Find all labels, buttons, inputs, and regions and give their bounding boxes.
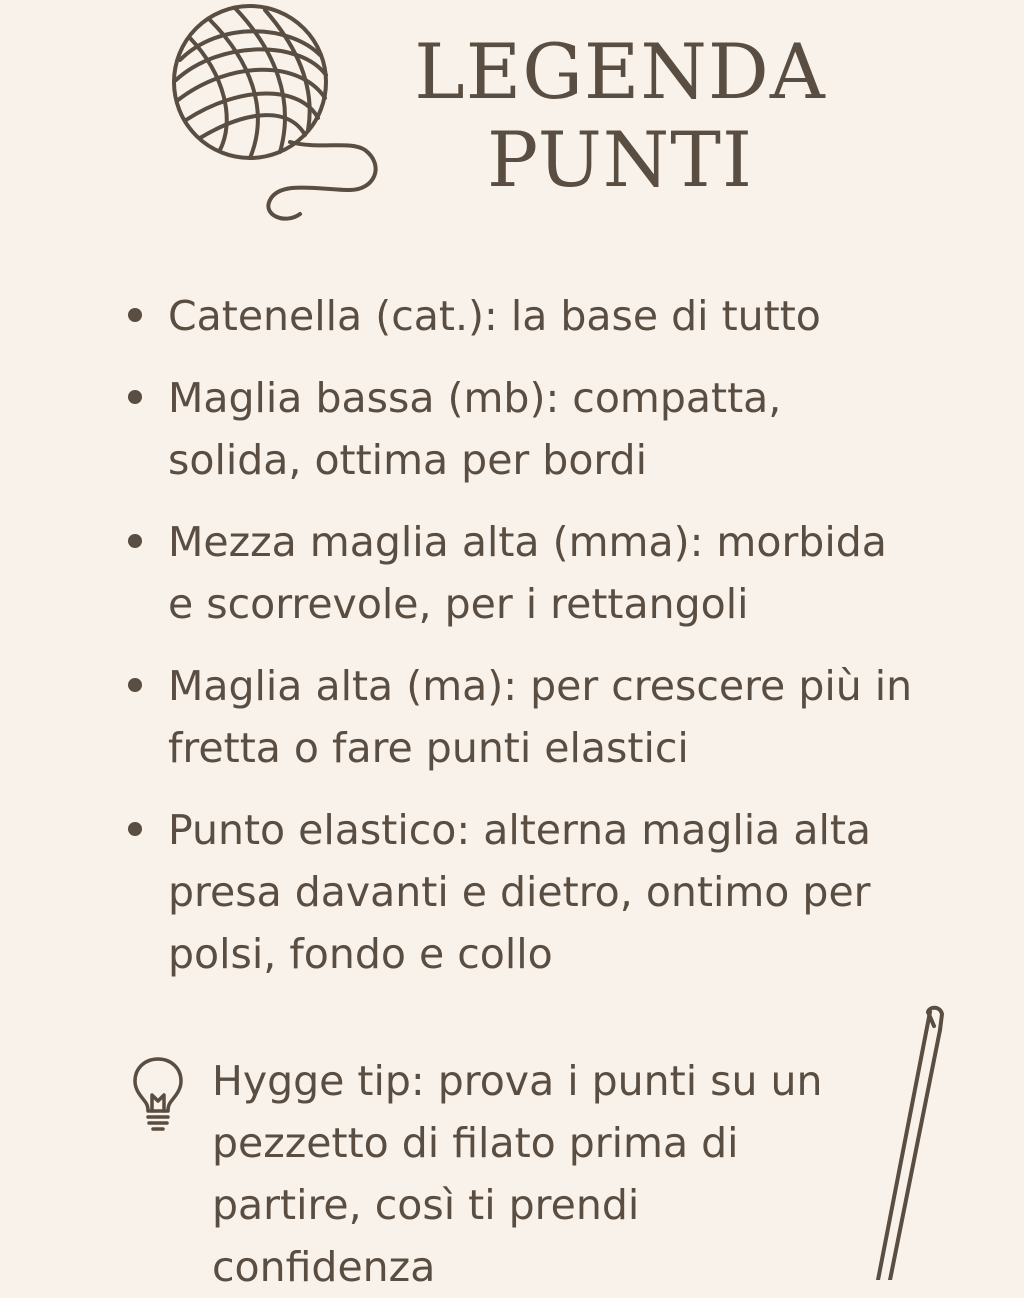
list-item (120, 799, 920, 985)
stitch-list (120, 285, 920, 1005)
list-item (120, 511, 920, 635)
title-line-2: PUNTI (486, 115, 754, 204)
bullet-icon (128, 534, 142, 548)
crochet-hook-icon (860, 1000, 960, 1280)
title-line-1: LEGENDA (414, 27, 826, 116)
stitch-text: Maglia alta (ma): per crescere più in fretta o fare punti elastici (168, 662, 913, 772)
list-item (120, 285, 920, 347)
list-item (120, 367, 920, 491)
stitch-text: Mezza maglia alta (mma): morbida e scorrevole, per i rettangoli (168, 518, 887, 628)
stitch-text: Punto elastico: alterna maglia alta presa davanti e dietro, ontimo per polsi, fondo e collo (168, 806, 872, 978)
bullet-icon (128, 390, 142, 404)
bullet-icon (128, 308, 142, 322)
bullet-icon (128, 822, 142, 836)
lightbulb-icon (130, 1055, 186, 1133)
bullet-icon (128, 678, 142, 692)
stitch-text: Maglia bassa (mb): compatta, solida, ottima per bordi (168, 374, 782, 484)
list-item (120, 655, 920, 779)
hygge-tip: Hygge tip: prova i punti su un pezzetto di filato prima di partire, così ti prendi confidenza (212, 1057, 823, 1291)
yarn-ball-icon (150, 0, 390, 230)
stitch-text: Catenella (cat.): la base di tutto (168, 292, 821, 340)
page-title (400, 28, 840, 204)
